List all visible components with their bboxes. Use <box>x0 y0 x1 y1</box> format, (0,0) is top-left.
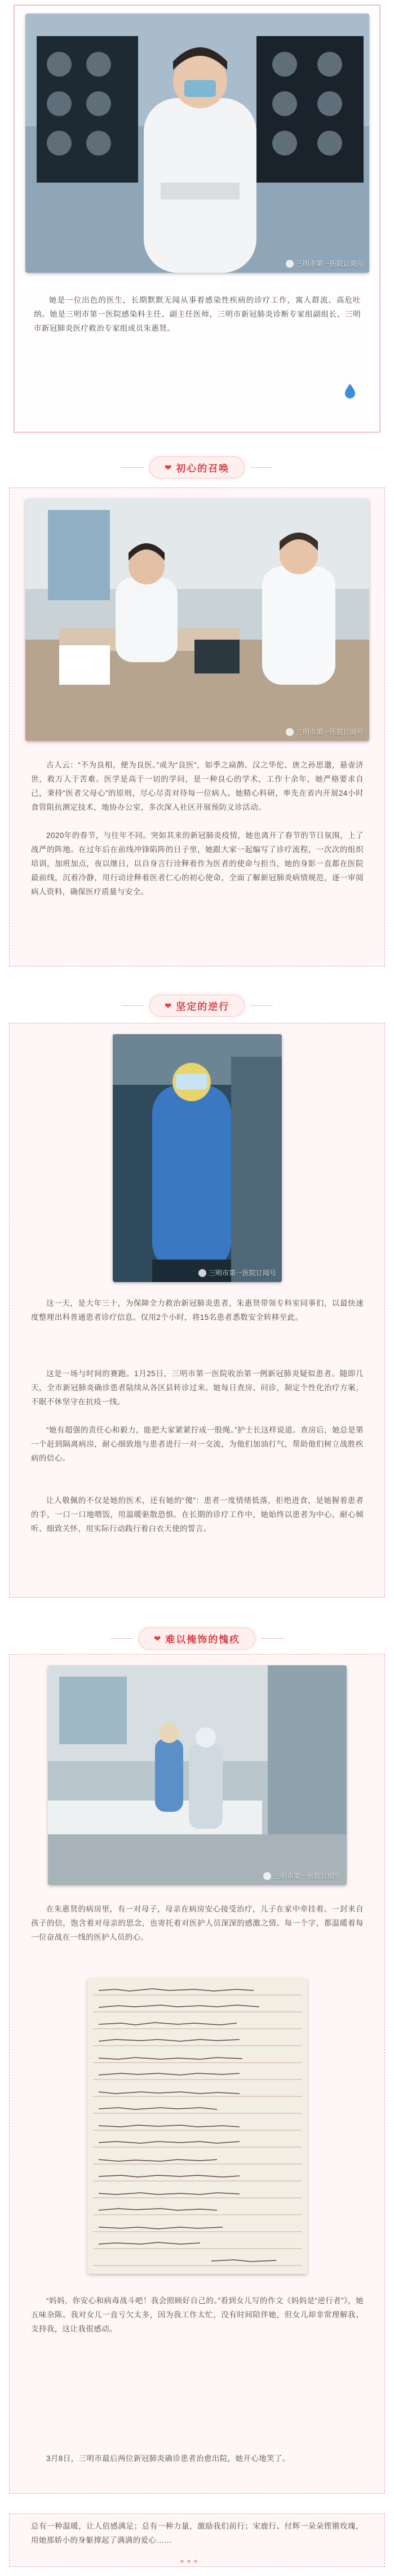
title-divider-left <box>110 1638 133 1639</box>
intro-photo <box>25 14 369 273</box>
title-divider-left <box>121 1005 144 1006</box>
section-3-paragraph-2: “妈妈，你安心和病毒战斗吧！我会照顾好自己的。”看到女儿写的作文《妈妈是“逆行者”》，她五味杂陈。我对女儿一直亏欠太多，因为我工作太忙，没有时间陪伴她，但女儿却非常理解我、支持我，这让我很感动。 <box>31 2296 364 2333</box>
closing-dots <box>180 2560 197 2563</box>
section-1-paragraph-2: 2020年的春节，与往年不同。突如其来的新冠肺炎疫情，她也离开了春节的节日氛围，上了战严的阵地。在过年后在前线冲锋陷阵的日子里，她跟大家一起编写了诊疗流程，一次次的组织培训，加班加点，夜以继日，以自身言行诠释着作为医者的使命与担当，她的身影一直都在医院最前线，沉着冷静，用行动诠释着医者仁心的初心使命，全面了解新冠肺炎病情规范，逐一审阅病人资料，确保医疗质量与安全。 <box>31 831 364 896</box>
title-pill-1: ❤ 初心的召唤 <box>149 456 245 478</box>
section-2-paragraph-4: 让人敬佩的不仅是她的医术，还有她的“傻”：患者一度情绪低落，拒绝进食，是她握着患者的手，一口一口地喂饭，用温暖驱散恐惧。在长期的诊疗工作中，她始终以患者为中心，耐心倾听、细致关怀，用实际行动践行着白衣天使的誓言。 <box>31 1496 364 1533</box>
intro-paragraph: 她是一位出色的医生，长期默默无闻从事着感染性疾病的诊疗工作，寓人群流、高危吐纳。她是三明市第一医院感染科主任、副主任医师，三明市新冠肺炎诊断专家组副组长、三明市新冠肺炎医疗救治专家组成员朱惠贤。 <box>34 296 361 332</box>
section-2-paragraph-3: “她有超强的责任心和毅力，能把大家紧紧拧成一股绳。”护士长这样说道。查房后，她总是第一个赶到隔离病房，耐心细致地与患者进行一对一交流，为他们加油打气，帮助他们树立战胜疾病的信心。 <box>31 1426 364 1462</box>
section-2-paragraph-2: 这是一场与时间的赛跑。1月25日，三明市第一医院收治第一例新冠肺炎疑似患者。随即几天，全市新冠肺炎确诊患者陆续从各区县转诊过来。她每日查房、问诊，制定个性化治疗方案，不眠不休坚守在抗疫一线。 <box>31 1369 364 1406</box>
title-divider-left <box>121 467 144 468</box>
watermark-logo-icon <box>286 728 294 736</box>
watermark-logo-icon <box>263 1872 271 1880</box>
drop-icon <box>344 383 356 399</box>
section-1-photo <box>25 499 369 741</box>
title-divider-right <box>250 467 273 468</box>
heart-icon: ❤ <box>164 463 172 473</box>
handwritten-letter-photo <box>87 1978 307 2274</box>
section-2-paragraph-1: 这一天，是大年三十，为保障全力救治新冠肺炎患者，朱惠贤带领专科室同事们，以最快速度整理出科普通患者诊疗信息。仅用2个小时，将15名患者悉数安全转移至此。 <box>31 1299 364 1322</box>
photo-watermark: 三明市第一医院订阅号 <box>198 1268 276 1278</box>
section-title-1 <box>0 456 394 478</box>
heart-icon: ❤ <box>164 1001 172 1011</box>
closing-quote: 总有一种温暖，让人倍感满足；总有一种力量，激励我们前行；宋鹿行、付辉一朵朵铿锵玫瑰，用她那娇小的身躯撑起了满满的爱心…… <box>31 2522 364 2544</box>
watermark-logo-icon <box>198 1269 206 1277</box>
photo-watermark: 三明市第一医院订阅号 <box>286 259 364 268</box>
watermark-logo-icon <box>286 260 294 268</box>
section-1-paragraph-1: 古人云：“不为良相，便为良医。”或为“良医”，如季之扁鹊、汉之华佗、唐之孙思邈，悬壶济世，救万人于苦难。医学是高于一切的学问，是一种良心的学术，工作十余年，她严格要求自己，秉持“医者父母心”的原则，尽心尽责对待每一位病人。她精心科研，率先在省内开展24小时食管阻抗测定技术，地协办公室，多次深入社区开展预防义诊活动。 <box>31 761 364 812</box>
photo-watermark: 三明市第一医院订阅号 <box>286 727 364 737</box>
title-divider-right <box>261 1638 284 1639</box>
heart-icon: ❤ <box>153 1634 161 1644</box>
section-3-paragraph-1: 在朱惠贤的病房里，有一对母子，母亲在病房安心接受治疗，儿子在家中牵挂着。一封来自孩子的信，饱含着对母亲的思念，也寄托着对医护人员深深的感激之情。每一个字，都温暖着每一位奋战在一线的医护人员的心。 <box>31 1905 364 1941</box>
title-pill-2: ❤ 坚定的逆行 <box>149 995 245 1017</box>
section-3-photo <box>48 1665 347 1885</box>
section-2-photo <box>113 1034 282 1282</box>
section-3-paragraph-3: 3月8日，三明市最后两位新冠肺炎确诊患者治愈出院，她开心地笑了。 <box>46 2454 290 2463</box>
photo-watermark: 三明市第一医院订阅号 <box>263 1871 341 1881</box>
section-title-2 <box>0 995 394 1017</box>
title-pill-3: ❤ 难以掩饰的愧疚 <box>139 1628 256 1650</box>
title-divider-right <box>250 1005 273 1006</box>
section-title-3 <box>0 1628 394 1650</box>
